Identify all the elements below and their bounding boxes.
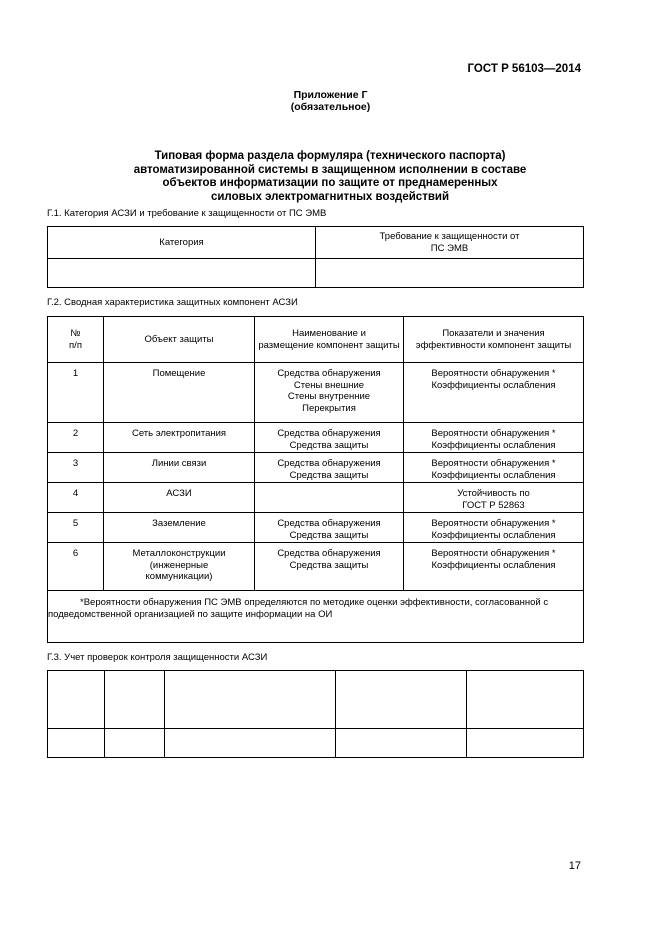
row-components-line: Перекрытия bbox=[302, 402, 356, 414]
row-object-line: коммуникации) bbox=[145, 571, 213, 582]
footnote-line: подведомственной организацией по защите информации на ОИ bbox=[48, 608, 333, 620]
row-indicators bbox=[404, 423, 584, 453]
table-cell bbox=[336, 671, 467, 729]
header-components-line: Наименование и bbox=[292, 328, 366, 339]
row-indicators bbox=[404, 513, 584, 543]
row-object-line: Сеть электропитания bbox=[131, 428, 227, 439]
header-object: Объект защиты bbox=[104, 317, 255, 363]
row-indicators-line: Вероятности обнаружения * bbox=[431, 368, 556, 379]
table-row bbox=[48, 483, 584, 513]
table-cell bbox=[165, 729, 336, 758]
row-num: 4 bbox=[48, 483, 104, 513]
footnote-line: *Вероятности обнаружения ПС ЭМВ определяются по методике оценки эффективности, согласованной с bbox=[80, 597, 549, 608]
table-cell bbox=[48, 729, 105, 758]
table-cell bbox=[165, 671, 336, 729]
row-components-line: Средства обнаружения bbox=[277, 518, 381, 529]
row-num: 1 bbox=[48, 363, 104, 423]
row-indicators-line: Коэффициенты ослабления bbox=[431, 439, 556, 451]
page-number: 17 bbox=[568, 860, 581, 872]
row-object bbox=[104, 363, 255, 423]
row-indicators-line: Вероятности обнаружения * bbox=[431, 458, 556, 469]
table-cell bbox=[467, 729, 584, 758]
table-row bbox=[48, 729, 584, 758]
row-indicators-line: ГОСТ Р 52863 bbox=[462, 499, 525, 511]
requirement-cell bbox=[316, 259, 584, 288]
requirement-header bbox=[316, 227, 584, 259]
standard-designation: ГОСТ Р 56103—2014 bbox=[467, 63, 581, 75]
row-indicators-line: Вероятности обнаружения * bbox=[431, 518, 556, 529]
row-object-line: АСЗИ bbox=[166, 488, 192, 499]
header-num bbox=[48, 317, 104, 363]
form-title bbox=[90, 150, 570, 204]
row-components bbox=[255, 483, 404, 513]
row-components-line: Средства обнаружения bbox=[277, 368, 381, 379]
row-indicators-line: Коэффициенты ослабления bbox=[431, 559, 556, 571]
table-cell bbox=[336, 729, 467, 758]
row-object bbox=[104, 543, 255, 591]
row-components-line: Средства защиты bbox=[289, 559, 369, 571]
form-title-line: Типовая форма раздела формуляра (технического паспорта) bbox=[154, 150, 506, 162]
form-title-line: силовых электромагнитных воздействий bbox=[210, 190, 450, 203]
row-components bbox=[255, 543, 404, 591]
row-object-line: Помещение bbox=[152, 368, 206, 379]
row-object bbox=[104, 423, 255, 453]
section2-caption: Г.2. Сводная характеристика защитных компонент АСЗИ bbox=[47, 297, 298, 308]
row-indicators-line: Коэффициенты ослабления bbox=[431, 529, 556, 541]
row-indicators bbox=[404, 363, 584, 423]
section3-caption: Г.3. Учет проверок контроля защищенности АСЗИ bbox=[47, 652, 268, 663]
form-title-line: автоматизированной системы в защищенном исполнении в составе bbox=[133, 163, 527, 176]
table-row bbox=[48, 423, 584, 453]
row-indicators bbox=[404, 543, 584, 591]
table-cell bbox=[105, 671, 165, 729]
row-indicators bbox=[404, 453, 584, 483]
row-object-line: Металлоконструкции bbox=[132, 548, 226, 559]
table-row bbox=[48, 671, 584, 729]
header-indicators-line: эффективности компонент защиты bbox=[415, 339, 572, 351]
inspections-table bbox=[47, 670, 584, 758]
table-cell bbox=[105, 729, 165, 758]
components-table bbox=[47, 316, 584, 643]
table-row bbox=[48, 363, 584, 423]
row-components bbox=[255, 363, 404, 423]
row-components-line: Средства обнаружения bbox=[277, 548, 381, 559]
row-components-line: Средства обнаружения bbox=[277, 458, 381, 469]
row-indicators-line: Устойчивость по bbox=[457, 488, 530, 499]
row-indicators bbox=[404, 483, 584, 513]
row-indicators-line: Коэффициенты ослабления bbox=[431, 379, 556, 391]
row-indicators-line: Вероятности обнаружения * bbox=[431, 548, 556, 559]
row-object bbox=[104, 453, 255, 483]
row-components-line: Средства защиты bbox=[289, 439, 369, 451]
requirement-header-line: Требование к защищенности от bbox=[379, 231, 520, 242]
table-cell bbox=[467, 671, 584, 729]
row-object bbox=[104, 513, 255, 543]
header-components bbox=[255, 317, 404, 363]
row-object bbox=[104, 483, 255, 513]
footnote bbox=[48, 591, 584, 643]
row-components bbox=[255, 513, 404, 543]
row-num: 3 bbox=[48, 453, 104, 483]
header-num-line: п/п bbox=[69, 339, 82, 351]
annex-title: Приложение Г bbox=[293, 89, 368, 101]
row-components-line: Средства защиты bbox=[289, 469, 369, 481]
row-num: 5 bbox=[48, 513, 104, 543]
header-components-line: размещение компонент защиты bbox=[258, 339, 400, 351]
header-num-line: № bbox=[70, 328, 81, 339]
category-table bbox=[47, 226, 584, 288]
row-components bbox=[255, 453, 404, 483]
table-cell bbox=[48, 671, 105, 729]
row-object-line: Линии связи bbox=[151, 458, 207, 469]
category-header: Категория bbox=[48, 227, 316, 259]
row-indicators-line: Вероятности обнаружения * bbox=[431, 428, 556, 439]
footnote-row bbox=[48, 591, 584, 643]
requirement-header-line: ПС ЭМВ bbox=[430, 242, 469, 254]
row-object-line: (инженерные bbox=[149, 559, 209, 571]
section1-caption: Г.1. Категория АСЗИ и требование к защищенности от ПС ЭМВ bbox=[47, 208, 327, 219]
category-cell bbox=[48, 259, 316, 288]
row-indicators-line: Коэффициенты ослабления bbox=[431, 469, 556, 481]
row-components-line: Стены внешние bbox=[293, 379, 365, 391]
form-title-line: объектов информатизации по защите от преднамеренных bbox=[162, 177, 498, 189]
header-indicators-line: Показатели и значения bbox=[442, 328, 545, 339]
row-components bbox=[255, 423, 404, 453]
row-components-line: Средства защиты bbox=[289, 529, 369, 541]
table-row bbox=[48, 453, 584, 483]
row-num: 6 bbox=[48, 543, 104, 591]
row-components-line: Стены внутренние bbox=[287, 391, 371, 402]
annex-status: (обязательное) bbox=[290, 101, 371, 113]
header-indicators bbox=[404, 317, 584, 363]
table-row bbox=[48, 513, 584, 543]
row-num: 2 bbox=[48, 423, 104, 453]
table-row bbox=[48, 543, 584, 591]
row-object-line: Заземление bbox=[152, 518, 206, 529]
row-components-line: Средства обнаружения bbox=[277, 428, 381, 439]
